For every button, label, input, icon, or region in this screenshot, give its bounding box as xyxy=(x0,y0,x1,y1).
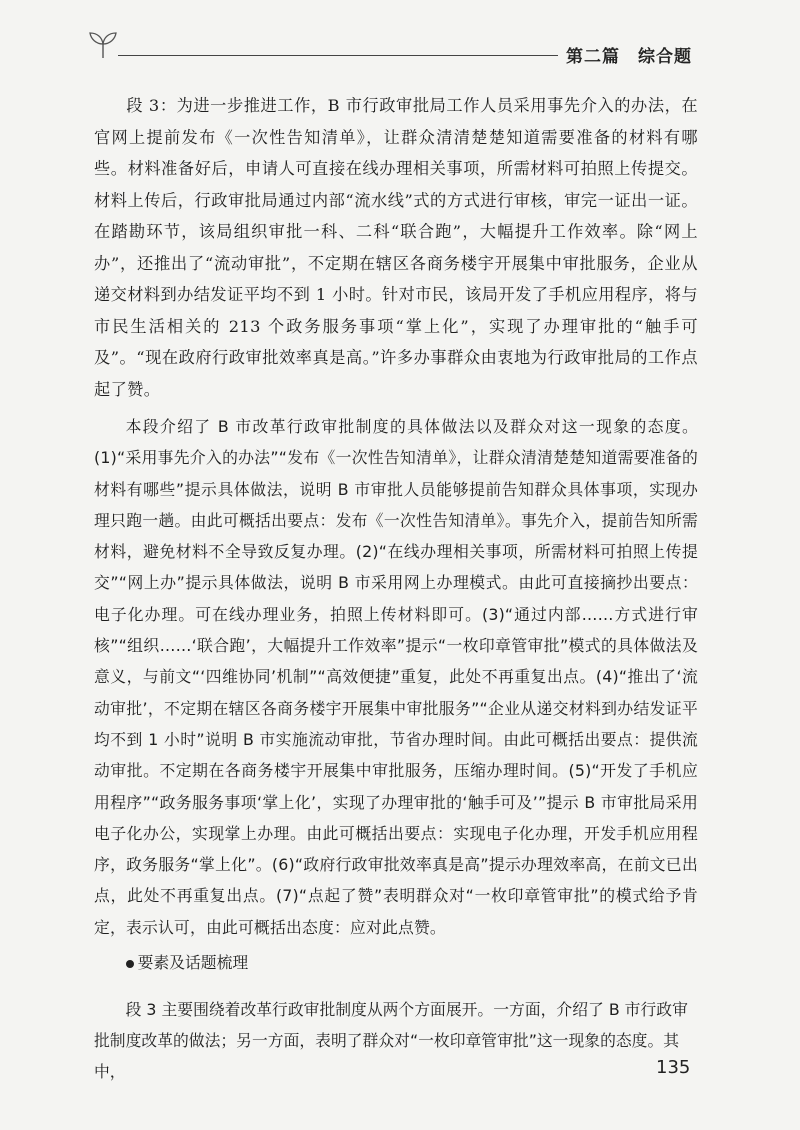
analysis-paragraph: 本段介绍了 B 市改革行政审批制度的具体做法以及群众对这一现象的态度。(1)“采用事先介入的办法”“发布《一次性告知清单》，让群众清清楚楚知道需要准备的材料有哪些”提示具体做法，说明 B 市审批人员能够提前告知群众具体事项，实现办理只跑一趟。由此可概括出要点：发布《一次性告知清单》。事先介入，提前告知所需材料，避免材料不全导致反复办理。(2)“在线办理相关事项，所需材料可拍照上传提交”“网上办”提示具体做法，说明 B 市采用网上办理模式。由此可直接摘抄出要点：电子化办理。可在线办理业务，拍照上传材料即可。(3)“通过内部……方式进行审核”“组织……‘联合跑’，大幅提升工作效率”提示“一枚印章管审批”模式的具体做法及意义，与前文“‘四维协同’机制”“高效便捷”重复，此处不再重复出点。(4)“推出了‘流动审批’，不定期在辖区各商务楼宇开展集中审批服务”“企业从递交材料到办结发证平均不到 1 小时”说明 B 市实施流动审批，节省办理时间。由此可概括出要点：提供流动审批。不定期在各商务楼宇开展集中审批服务，压缩办理时间。(5)“开发了手机应用程序”“政务服务事项‘掌上化’，实现了办理审批的‘触手可及’”提示 B 市审批局采用电子化办公，实现掌上办理。由此可概括出要点：实现电子化办理，开发手机应用程序，政务服务“掌上化”。(6)“政府行政审批效率真是高”提示办理效率高，在前文已出点，此处不再重复出点。(7)“点起了赞”表明群众对“一枚印章管审批”的模式给予肯定，表示认可，由此可概括出态度：应对此点赞。 xyxy=(94,417,698,937)
bullet-heading xyxy=(94,947,698,978)
header-rule xyxy=(118,55,558,56)
page-content xyxy=(94,90,698,1104)
summary-paragraph: 段 3 主要围绕着改革行政审批制度从两个方面展开。一方面，介绍了 B 市行政审批制度改革的做法；另一方面，表明了群众对“一枚印章管审批”这一现象的态度。其中， xyxy=(94,999,688,1082)
bullet-heading-text: 要素及话题梳理 xyxy=(137,953,249,973)
quote-paragraph: 段 3：为进一步推进工作，B 市行政审批局工作人员采用事先介入的办法，在官网上提前发布《一次性告知清单》，让群众清清楚楚知道需要准备的材料有哪些。材料准备好后，申请人可直接在线办理相关事项，所需材料可拍照上传提交。材料上传后，行政审批局通过内部“流水线”式的方式进行审核，审完一证出一证。在踏勘环节，该局组织审批一科、二科“联合跑”，大幅提升工作效率。除“网上办”，还推出了“流动审批”，不定期在辖区各商务楼宇开展集中审批服务，企业从递交材料到办结发证平均不到 1 小时。针对市民，该局开发了手机应用程序，将与市民生活相关的 213 个政务服务事项“掌上化”，实现了办理审批的“触手可及”。“现在政府行政审批效率真是高。”许多办事群众由衷地为行政审批局的工作点起了赞。 xyxy=(94,96,698,399)
page-number: 135 xyxy=(656,1057,691,1078)
leaf-sprout-icon xyxy=(86,30,120,60)
section-title: 第二篇 综合题 xyxy=(566,47,692,67)
bullet-dot-icon xyxy=(126,960,134,968)
